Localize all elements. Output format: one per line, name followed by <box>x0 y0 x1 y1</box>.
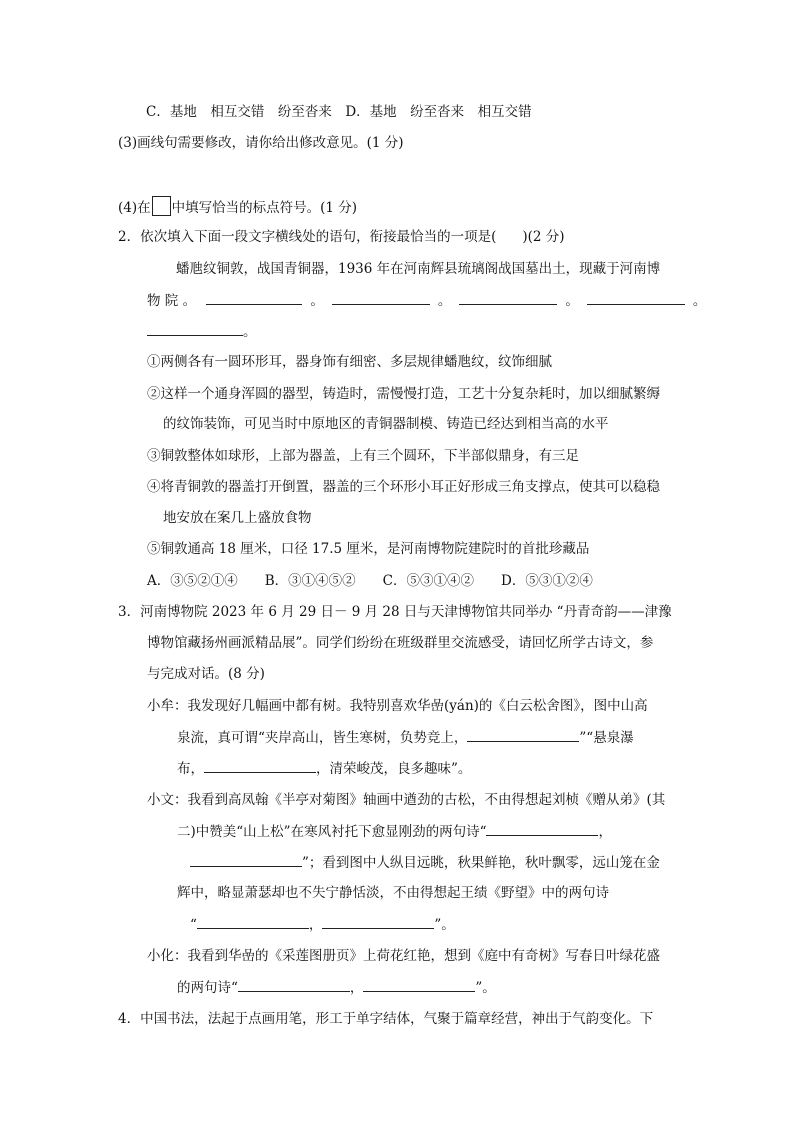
q2-passage-line2 <box>147 290 706 311</box>
dot-2: 。 <box>437 293 452 309</box>
q2-options: A．③⑤②①④ B．③①④⑤② C．⑤③①④② D．⑤③①②④ <box>147 573 593 589</box>
q4-stem-line1: 4．中国书法，法起于点画用笔，形工于单字结体，气聚于篇章经营，神出于气韵变化。下 <box>118 1011 654 1027</box>
q3-stem-line1: 3．河南博物院 2023 年 6 月 29 日－ 9 月 28 日与天津博物馆共同举办 “丹青奇韵——津豫 <box>118 604 672 620</box>
poem-blank-8[interactable] <box>363 977 475 992</box>
q3-stem-line3: 与完成对话。(8 分) <box>147 666 265 682</box>
fill-blank-5[interactable] <box>147 321 243 336</box>
fill-blank-2[interactable] <box>332 290 430 305</box>
q2-stem-post: )(2 分) <box>522 229 565 245</box>
xiaohua-text: ”。 <box>475 980 496 996</box>
xiaowen-text: ”。 <box>434 917 455 933</box>
q2-item: ⑤铜敦通高 18 厘米，口径 17.5 厘米，是河南博物院建院时的首批珍藏品 <box>147 541 590 557</box>
q1-sub4-pre: (4)在 <box>118 200 151 216</box>
xiaowen-text: ， <box>598 824 612 840</box>
q2-item: ②这样一个通身浑圆的器型，铸造时，需慢慢打造，工艺十分复杂耗时，加以细腻繁缛 <box>147 386 660 402</box>
q2-item: 的纹饰装饰，可见当时中原地区的青铜器制模、铸造已经达到相当高的水平 <box>163 416 609 432</box>
q3-xiaowen-line4: 辉中，略显萧瑟却也不失宁静恬淡，不由得想起王绩《野望》中的两句诗 <box>177 885 609 901</box>
q1-sub4-post: 中填写恰当的标点符号。(1 分) <box>171 200 358 216</box>
xiaomou-text: 泉流，真可谓“夹岸高山，皆生寒树，负势竞上， <box>177 730 468 746</box>
q2-item: ④将青铜敦的器盖打开倒置，器盖的三个环形小耳正好形成三角支撑点，使其可以稳稳 <box>147 479 660 495</box>
dot-4: 。 <box>692 293 707 309</box>
poem-blank-2[interactable] <box>204 758 316 773</box>
q1-sub4 <box>118 196 357 218</box>
xiaowen-text: 二)中赞美“山上松”在寒风衬托下愈显刚劲的两句诗“ <box>177 824 487 840</box>
q3-xiaomou-line2 <box>177 727 634 748</box>
fill-blank-3[interactable] <box>459 290 557 305</box>
q2-passage-prefix: 物 院 。 <box>147 293 197 309</box>
q3-xiaomou-line3 <box>177 758 471 779</box>
poem-blank-6[interactable] <box>322 914 434 929</box>
q2-passage-line3 <box>147 321 257 342</box>
xiaohua-text: ， <box>349 980 364 996</box>
q3-xiaowen-line5 <box>190 914 455 935</box>
dot-3: 。 <box>565 293 579 309</box>
q3-xiaomou-line1: 小牟：我发现好几幅画中都有树。我特别喜欢华嵒(yán)的《白云松舍图》，图中山高 <box>147 698 648 714</box>
dot-5: 。 <box>243 324 257 340</box>
dot-1: 。 <box>310 293 324 309</box>
q2-item: ③铜敦整体如球形，上部为器盖，上有三个圆环，下半部似鼎身，有三足 <box>147 448 579 464</box>
q1-option-c: C．基地 相互交错 纷至沓来 D．基地 纷至沓来 相互交错 <box>146 104 532 120</box>
xiaomou-text: 布， <box>177 761 204 777</box>
poem-blank-4[interactable] <box>190 852 302 867</box>
poem-blank-5[interactable] <box>197 914 309 929</box>
xiaomou-text: ，清荣峻茂，良多趣味”。 <box>316 761 472 777</box>
poem-blank-1[interactable] <box>467 727 579 742</box>
q3-xiaowen-line1: 小文：我看到高凤翰《半亭对菊图》轴画中遒劲的古松，不由得想起刘桢《赠从弟》(其 <box>147 792 666 808</box>
q2-item: ①两侧各有一圆环形耳，器身饰有细密、多层规律蟠虺纹，纹饰细腻 <box>147 354 552 370</box>
punctuation-box[interactable] <box>152 196 171 216</box>
poem-blank-7[interactable] <box>238 977 350 992</box>
q1-sub3: (3)画线句需要修改，请你给出修改意见。(1 分) <box>118 135 404 151</box>
xiaomou-text: ”“悬泉瀑 <box>579 730 634 746</box>
q2-stem-pre: 2．依次填入下面一段文字横线处的语句，衔接最恰当的一项是( <box>118 229 497 245</box>
q2-item: 地安放在案几上盛放食物 <box>163 510 312 526</box>
xiaowen-text: ”；看到图中人纵目远眺，秋果鲜艳，秋叶飘零，远山笼在金 <box>302 855 660 871</box>
q2-stem <box>118 227 565 247</box>
xiaohua-text: 的两句诗“ <box>177 980 238 996</box>
q3-xiaowen-line2 <box>177 821 612 842</box>
poem-blank-3[interactable] <box>486 821 598 836</box>
xiaowen-text: ， <box>308 917 323 933</box>
q2-passage-line1: 蟠虺纹铜敦，战国青铜器，1936 年在河南辉县琉璃阁战国墓出土，现藏于河南博 <box>176 261 661 277</box>
q3-stem-line2: 博物馆藏扬州画派精品展”。同学们纷纷在班级群里交流感受，请回忆所学古诗文，参 <box>147 635 654 651</box>
q3-xiaowen-line3 <box>190 852 660 873</box>
q3-xiaohua-line1: 小化：我看到华嵒的《采莲图册页》上荷花红艳，想到《庭中有奇树》写春日叶绿花盛 <box>147 948 660 964</box>
fill-blank-4[interactable] <box>587 290 685 305</box>
q3-xiaohua-line2 <box>177 977 496 998</box>
fill-blank-1[interactable] <box>206 290 302 305</box>
xiaowen-text: “ <box>190 917 197 933</box>
